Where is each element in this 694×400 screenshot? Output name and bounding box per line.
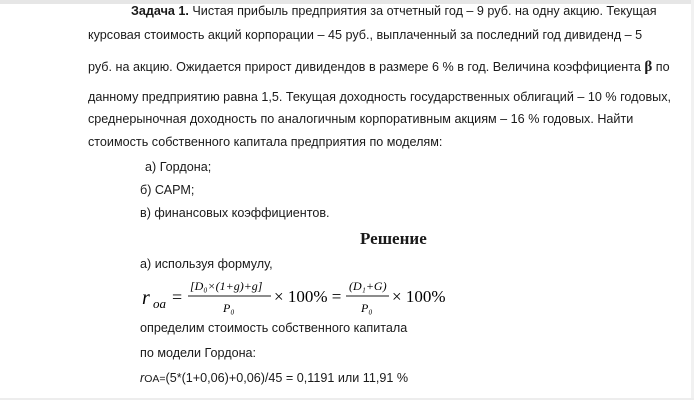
list-item-c: в) финансовых коэффициентов. xyxy=(140,206,330,220)
task-line-3 xyxy=(88,60,670,75)
result-r: r xyxy=(140,371,145,385)
formula-den-1: P₀ xyxy=(223,301,235,315)
solution-heading: Решение xyxy=(360,229,427,248)
formula-r-sub: oa xyxy=(153,296,166,311)
task-line-5: среднерыночная доходность по аналогичным корпоративным акциям – 16 % годовых. Найти xyxy=(88,112,634,126)
result-sub: OA= xyxy=(144,373,166,385)
formula-num-2: (D₁+G) xyxy=(349,279,387,293)
formula-eq: = xyxy=(172,287,183,307)
formula-num-1: [D₀×(1+g)+g] xyxy=(190,279,263,293)
list-item-b: б) САРМ; xyxy=(140,183,195,197)
formula-svg xyxy=(140,274,460,322)
task-line-1 xyxy=(131,4,657,19)
formula-times-1: × 100% = xyxy=(274,287,342,306)
list-item-a: а) Гордона; xyxy=(145,160,212,174)
gordon-formula xyxy=(140,274,460,322)
task-title: Задача 1. xyxy=(131,4,189,18)
model-text: по модели Гордона: xyxy=(140,346,257,360)
result-line xyxy=(140,371,408,387)
step-a-text: а) используя формулу, xyxy=(140,257,273,271)
result-expression: (5*(1+0,06)+0,06)/45 = 0,1191 или 11,91 % xyxy=(165,371,409,385)
task-line-6: стоимость собственного капитала предприятия по моделям: xyxy=(88,135,443,149)
formula-r: r xyxy=(142,287,150,309)
task-line-2: курсовая стоимость акций корпорации – 45 руб., выплаченный за последний год дивиденд – 5 xyxy=(88,28,643,42)
formula-times-2: × 100% xyxy=(392,287,446,306)
task-text-3a: руб. на акцию. Ожидается прирост дивидендов в размере 6 % в год. Величина коэффициента xyxy=(88,60,645,74)
formula-den-2: P₀ xyxy=(361,301,373,315)
task-text-3b: по xyxy=(652,60,670,74)
determine-text: определим стоимость собственного капитала xyxy=(140,321,408,335)
beta-symbol: β xyxy=(644,59,653,75)
task-text-1: Чистая прибыль предприятия за отчетный год – 9 руб. на одну акцию. Текущая xyxy=(188,4,657,18)
task-line-4: данному предприятию равна 1,5. Текущая доходность государственных облигаций – 10 % годовых, xyxy=(88,90,672,104)
